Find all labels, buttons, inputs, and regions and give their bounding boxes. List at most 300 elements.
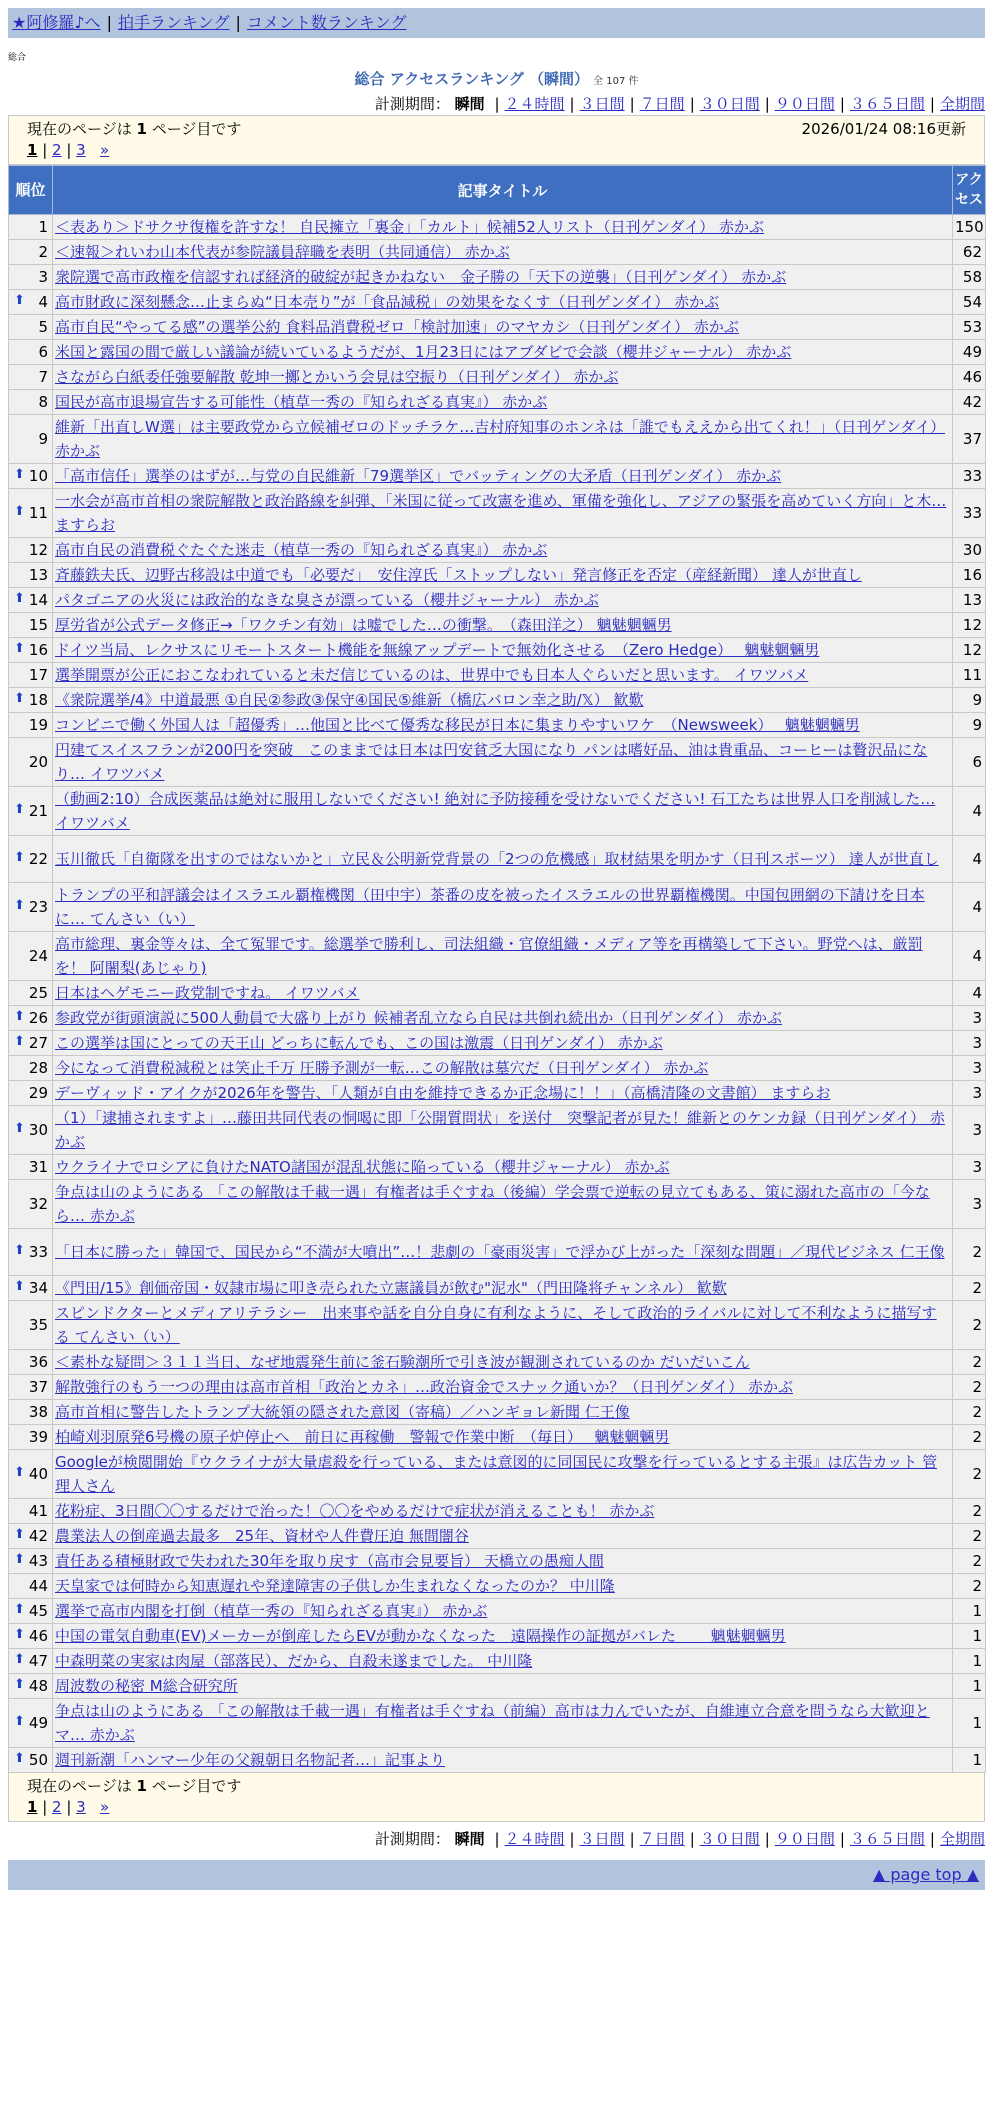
article-link[interactable]: 国民が高市退場宣告する可能性（植草一秀の『知られざる真実』） 赤かぶ: [55, 393, 548, 411]
article-link[interactable]: ＜素朴な疑問＞３１１当日、なぜ地震発生前に釜石験潮所で引き波が観測されているのか だいだいこん: [55, 1353, 750, 1371]
title-cell: [53, 688, 953, 713]
period-separator: |: [764, 95, 770, 113]
title-cell: [53, 981, 953, 1006]
access-count: 16: [953, 563, 986, 588]
rank-number: 25: [28, 984, 48, 1002]
article-link[interactable]: 円建てスイスフランが200円を突破 このままでは日本は円安貧乏大国になり パンは嗜好品、油は貴重品、コーヒーは贅沢品になり… イワツバメ: [55, 741, 928, 783]
rank-number: 26: [28, 1009, 48, 1027]
access-count: 2: [953, 1450, 986, 1499]
access-count: 2: [953, 1574, 986, 1599]
rank-cell: [9, 836, 53, 883]
table-row: [9, 1056, 986, 1081]
title-cell: [53, 588, 953, 613]
title-cell: [53, 1450, 953, 1499]
access-count: 1: [953, 1699, 986, 1748]
up-arrow-icon: ⬆: [14, 1034, 25, 1049]
rank-number: 39: [28, 1428, 48, 1446]
article-link[interactable]: 高市自民“やってる感”の選挙公約 食料品消費税ゼロ「検討加速」のマヤカシ（日刊ゲンダイ） 赤かぶ: [55, 318, 739, 336]
article-link[interactable]: 《衆院選挙/4》中道最悪 ①自民②参政③保守④国民⑤維新（橋広バロン幸之助/𝕏） 歓歎: [55, 691, 644, 709]
up-arrow-icon: ⬆: [14, 850, 25, 865]
period-current: 瞬間: [454, 95, 485, 113]
clap-ranking-link[interactable]: 拍手ランキング: [117, 13, 230, 32]
table-row: [9, 240, 986, 265]
page-links: 1 | 2 | 3 »: [27, 141, 110, 159]
article-link[interactable]: 選挙で高市内閣を打倒（植草一秀の『知られざる真実』） 赤かぶ: [55, 1602, 488, 1620]
article-link[interactable]: 高市自民の消費税ぐたぐた迷走（植草一秀の『知られざる真実』） 赤かぶ: [55, 541, 548, 559]
page: [8, 8, 985, 1890]
up-arrow-icon: ⬆: [14, 1465, 25, 1480]
article-link[interactable]: 中国の電気自動車(EV)メーカーが倒産したらEVが動かなくなった 遠隔操作の証拠がバレた 魑魅魍魎男: [55, 1627, 786, 1645]
access-count: 3: [953, 1155, 986, 1180]
rank-cell: [9, 1699, 53, 1748]
article-link[interactable]: 高市総理、裏金等々は、全て冤罪です。総選挙で勝利し、司法組織・官僚組織・メディア等を再構築して下さい。野党へは、厳罰を！ 阿闍梨(あじゃり): [55, 935, 923, 977]
period-link-5[interactable]: ９０日間: [774, 95, 835, 113]
rank-cell: [9, 1276, 53, 1301]
rank-cell: [9, 340, 53, 365]
period-selector-bottom: [8, 1828, 985, 1848]
access-count: 13: [953, 588, 986, 613]
up-arrow-icon: ⬆: [14, 1527, 25, 1542]
table-row: [9, 538, 986, 563]
rank-cell: [9, 1180, 53, 1229]
title-cell: [53, 1524, 953, 1549]
page-link-3-bottom[interactable]: 3: [76, 1798, 86, 1816]
up-arrow-icon: ⬆: [14, 691, 25, 706]
period-link-1[interactable]: ２４時間: [504, 95, 565, 113]
title-cell: [53, 1499, 953, 1524]
access-count: 2: [953, 1301, 986, 1350]
access-count: 3: [953, 1106, 986, 1155]
title-cell: [53, 1276, 953, 1301]
up-arrow-icon: ⬆: [14, 898, 25, 913]
page-top-link[interactable]: ▲ page top ▲: [872, 1865, 979, 1884]
title-cell: [53, 883, 953, 932]
title-cell: [53, 932, 953, 981]
article-link[interactable]: ドイツ当局、レクサスにリモートスタート機能を無線アップデートで無効化させる （Zero Hedge） 魑魅魍魎男: [55, 641, 820, 659]
title-cell: [53, 1674, 953, 1699]
table-row: [9, 738, 986, 787]
table-row: [9, 787, 986, 836]
article-link[interactable]: 天皇家では何時から知恵遅れや発達障害の子供しか生まれなくなったのか？ 中川隆: [55, 1577, 615, 1595]
rank-number: 29: [28, 1084, 48, 1102]
period-separator: |: [569, 95, 575, 113]
rank-cell: [9, 638, 53, 663]
article-link[interactable]: 花粉症、3日間〇〇するだけで治った！〇〇をやめるだけで症状が消えることも！ 赤かぶ: [55, 1502, 655, 1520]
article-link[interactable]: 週刊新潮「ハンマー少年の父親朝日名物記者…」記事より: [55, 1751, 446, 1769]
title-cell: [53, 1574, 953, 1599]
period-link-4-bottom[interactable]: ３０日間: [699, 1830, 760, 1848]
title-cell: [53, 365, 953, 390]
rank-number: 22: [28, 850, 48, 868]
rank-number: 2: [38, 243, 48, 261]
period-current-bottom: 瞬間: [454, 1830, 485, 1848]
access-count: 9: [953, 713, 986, 738]
article-link[interactable]: （動画2:10）合成医薬品は絶対に服用しないでください! 絶対に予防接種を受けないでください! 石工たちは世界人口を削減した… イワツバメ: [55, 790, 936, 832]
table-row: [9, 489, 986, 538]
article-link[interactable]: コンビニで働く外国人は「超優秀」…他国と比べて優秀な移民が日本に集まりやすいワケ （Newsweek） 魑魅魍魎男: [55, 716, 860, 734]
title-cell: [53, 265, 953, 290]
access-count: 2: [953, 1400, 986, 1425]
page-current-bottom: 1: [27, 1798, 38, 1816]
table-row: [9, 1301, 986, 1350]
access-count: 150: [953, 215, 986, 240]
table-row: [9, 265, 986, 290]
access-count: 2: [953, 1276, 986, 1301]
table-row: [9, 638, 986, 663]
access-count: 4: [953, 981, 986, 1006]
table-row: [9, 1499, 986, 1524]
table-row: [9, 1155, 986, 1180]
table-row: [9, 1006, 986, 1031]
rank-cell: [9, 1425, 53, 1450]
article-link[interactable]: 米国と露国の間で厳しい議論が続いているようだが、1月23日にはアブダビで会談（櫻井ジャーナル） 赤かぶ: [55, 343, 792, 361]
table-row: [9, 1574, 986, 1599]
article-link[interactable]: スピンドクターとメディアリテラシー 出来事や話を自分自身に有利なように、そして政治的ライバルに対して不利なように描写する てんさい（い）: [55, 1304, 937, 1346]
rank-number: 20: [28, 753, 48, 771]
access-count: 4: [953, 787, 986, 836]
rank-number: 27: [28, 1034, 48, 1052]
article-link[interactable]: 農業法人の倒産過去最多 25年、資材や人件費圧迫 無間闇谷: [55, 1527, 469, 1545]
article-link[interactable]: ＜表あり＞ドサクサ復権を許すな！ 自民擁立「裏金」「カルト」候補52人リスト（日刊ゲンダイ） 赤かぶ: [55, 218, 765, 236]
table-row: [9, 1106, 986, 1155]
access-count: 1: [953, 1748, 986, 1773]
period-link-6[interactable]: ３６５日間: [849, 95, 925, 113]
table-row: [9, 315, 986, 340]
up-arrow-icon: ⬆: [14, 1652, 25, 1667]
title-cell: [53, 563, 953, 588]
rank-number: 1: [38, 218, 48, 236]
rank-number: 11: [28, 504, 48, 522]
access-count: 12: [953, 613, 986, 638]
period-link-1-bottom[interactable]: ２４時間: [504, 1830, 565, 1848]
period-link-2[interactable]: ３日間: [579, 95, 625, 113]
title-cell: [53, 713, 953, 738]
up-arrow-icon: ⬆: [14, 1627, 25, 1642]
rank-number: 50: [28, 1751, 48, 1769]
rank-cell: [9, 613, 53, 638]
period-separator: |: [569, 1830, 575, 1848]
access-count: 30: [953, 538, 986, 563]
article-link[interactable]: 高市財政に深刻懸念…止まらぬ“日本売り”が「食品減税」の効果をなくす（日刊ゲンダイ） 赤かぶ: [55, 293, 720, 311]
access-count: 6: [953, 738, 986, 787]
access-count: 33: [953, 489, 986, 538]
title-cell: [53, 464, 953, 489]
article-link[interactable]: ＜速報＞れいわ山本代表が参院議員辞職を表明（共同通信） 赤かぶ: [55, 243, 510, 261]
article-link[interactable]: （1）「逮捕されますよ」…藤田共同代表の恫喝に即「公開質問状」を送付 突撃記者が見た！維新とのケンカ録（日刊ゲンダイ） 赤かぶ: [55, 1109, 945, 1151]
rank-cell: [9, 1006, 53, 1031]
title-cell: [53, 340, 953, 365]
article-link[interactable]: 周波数の秘密 M総合研究所: [55, 1677, 238, 1695]
period-link-7-bottom[interactable]: 全期間: [939, 1830, 985, 1848]
rank-number: 9: [38, 430, 48, 448]
updated-time: 2026/01/24 08:16更新: [801, 120, 966, 138]
article-link[interactable]: さながら白紙委任強要解散 乾坤一擲とかいう会見は空振り（日刊ゲンダイ） 赤かぶ: [55, 368, 619, 386]
title-cell: [53, 1106, 953, 1155]
article-link[interactable]: 厚労省が公式データ修正→「ワクチン有効」は嘘でした…の衝撃。 （森田洋之） 魑魅魍魎男: [55, 616, 672, 634]
rank-number: 17: [28, 666, 48, 684]
title-cell: [53, 1350, 953, 1375]
period-separator: |: [929, 1830, 935, 1848]
rank-cell: [9, 1155, 53, 1180]
period-separator: |: [839, 95, 845, 113]
rank-cell: [9, 464, 53, 489]
article-link[interactable]: 玉川徹氏「自衛隊を出すのではないかと」立民＆公明新党背景の「2つの危機感」取材結果を明かす（日刊スポーツ） 達人が世直し: [55, 850, 939, 868]
article-link[interactable]: 選挙開票が公正におこなわれていると未だ信じているのは、世界中でも日本人ぐらいだと思います。 イワツバメ: [55, 666, 809, 684]
rank-number: 37: [28, 1378, 48, 1396]
rank-number: 13: [28, 566, 48, 584]
table-row: [9, 1031, 986, 1056]
period-separator: |: [494, 1830, 500, 1848]
page-next-link[interactable]: »: [100, 141, 110, 159]
up-arrow-icon: ⬆: [14, 1279, 25, 1294]
rank-cell: [9, 713, 53, 738]
article-link[interactable]: Googleが検閲開始『ウクライナが大量虐殺を行っている、または意図的に同国民に攻撃を行っているとする主張』は広告カット 管理人さん: [55, 1453, 938, 1495]
table-row: [9, 1180, 986, 1229]
article-link[interactable]: 中森明菜の実家は肉屋（部落民）、だから、自殺未遂までした。 中川隆: [55, 1652, 533, 1670]
title-cell: [53, 613, 953, 638]
table-row: [9, 464, 986, 489]
article-link[interactable]: 「日本に勝った」韓国で、国民から“不満が大噴出”…！悲劇の「豪雨災害」で浮かび上がった「深刻な問題」／現代ビジネス 仁王像: [55, 1243, 945, 1261]
comment-ranking-link[interactable]: コメント数ランキング: [246, 13, 407, 32]
rank-cell: [9, 1450, 53, 1499]
access-count: 46: [953, 365, 986, 390]
table-row: [9, 415, 986, 464]
title-cell: [53, 1699, 953, 1748]
title-cell: [53, 638, 953, 663]
article-link[interactable]: 《門田/15》創価帝国・奴隷市場に叩き売られた立憲議員が飲む"泥水"（門田隆将チャンネル） 歓歎: [55, 1279, 727, 1297]
access-count: 49: [953, 340, 986, 365]
rank-cell: [9, 1748, 53, 1773]
table-row: [9, 1450, 986, 1499]
period-selector: [8, 93, 985, 113]
period-separator: |: [929, 95, 935, 113]
rank-number: 24: [28, 947, 48, 965]
access-count: 1: [953, 1599, 986, 1624]
rank-number: 3: [38, 268, 48, 286]
rank-number: 6: [38, 343, 48, 361]
pager-top: [8, 115, 985, 165]
rank-cell: [9, 1375, 53, 1400]
up-arrow-icon: ⬆: [14, 641, 25, 656]
rank-number: 49: [28, 1714, 48, 1732]
up-arrow-icon: ⬆: [14, 467, 25, 482]
period-link-5-bottom[interactable]: ９０日間: [774, 1830, 835, 1848]
rank-cell: [9, 1674, 53, 1699]
page-link-2-bottom[interactable]: 2: [52, 1798, 62, 1816]
up-arrow-icon: ⬆: [14, 1121, 25, 1136]
up-arrow-icon: ⬆: [14, 293, 25, 308]
rank-number: 8: [38, 393, 48, 411]
up-arrow-icon: ⬆: [14, 1714, 25, 1729]
access-count: 4: [953, 836, 986, 883]
access-count: 3: [953, 1081, 986, 1106]
access-count: 3: [953, 1180, 986, 1229]
up-arrow-icon: ⬆: [14, 1552, 25, 1567]
page-links-bottom: 1 | 2 | 3 »: [27, 1798, 110, 1816]
title-cell: [53, 1425, 953, 1450]
rank-cell: [9, 883, 53, 932]
page-next-link-bottom[interactable]: »: [100, 1798, 110, 1816]
period-separator: |: [629, 95, 635, 113]
title-cell: [53, 738, 953, 787]
title-cell: [53, 215, 953, 240]
rank-number: 46: [28, 1627, 48, 1645]
rank-cell: [9, 1624, 53, 1649]
rank-number: 41: [28, 1502, 48, 1520]
rank-number: 23: [28, 898, 48, 916]
title-cell: [53, 663, 953, 688]
article-link[interactable]: 参政党が街頭演説に500人動員で大盛り上がり 候補者乱立なら自民は共倒れ続出か（日刊ゲンダイ） 赤かぶ: [55, 1009, 782, 1027]
period-separator: |: [629, 1830, 635, 1848]
access-count: 2: [953, 1350, 986, 1375]
table-row: [9, 1081, 986, 1106]
period-separator: |: [494, 95, 500, 113]
rank-number: 7: [38, 368, 48, 386]
access-count: 2: [953, 1524, 986, 1549]
rank-cell: [9, 1549, 53, 1574]
page-title: [8, 68, 985, 89]
rank-cell: [9, 738, 53, 787]
rank-number: 28: [28, 1059, 48, 1077]
rank-cell: [9, 688, 53, 713]
page-link-3[interactable]: 3: [76, 141, 86, 159]
rank-cell: [9, 1574, 53, 1599]
article-link[interactable]: 維新「出直しW選」は主要政党から立候補ゼロのドッチラケ…吉村府知事のホンネは「誰でもええから出てくれ！」（日刊ゲンダイ） 赤かぶ: [55, 418, 946, 460]
rank-cell: [9, 787, 53, 836]
page-link-2[interactable]: 2: [52, 141, 62, 159]
table-row: [9, 613, 986, 638]
period-link-3[interactable]: ７日間: [639, 95, 685, 113]
article-link[interactable]: 日本はヘゲモニー政党制ですね。 イワツバメ: [55, 984, 360, 1002]
rank-number: 30: [28, 1121, 48, 1139]
rank-number: 42: [28, 1527, 48, 1545]
article-link[interactable]: この選挙は国にとっての天王山 どっちに転んでも、この国は激震（日刊ゲンダイ） 赤かぶ: [55, 1034, 663, 1052]
article-link[interactable]: 責任ある積極財政で失われた30年を取り戻す（高市会見要旨） 天橋立の愚痴人間: [55, 1552, 604, 1570]
article-link[interactable]: デーヴィッド・アイクが2026年を警告、「人類が自由を維持できるか正念場に！！」（高橋清隆の文書館） ますらお: [55, 1084, 831, 1102]
rank-cell: [9, 932, 53, 981]
access-count: 62: [953, 240, 986, 265]
title-cell: [53, 787, 953, 836]
table-row: [9, 883, 986, 932]
title-cell: [53, 315, 953, 340]
header-title: 記事タイトル: [53, 166, 953, 215]
page-current: 1: [27, 141, 38, 159]
table-row: [9, 1699, 986, 1748]
article-link[interactable]: パタゴニアの火災には政治的なきな臭さが漂っている（櫻井ジャーナル） 赤かぶ: [55, 591, 599, 609]
ranking-title: 総合 アクセスランキング （瞬間）: [354, 70, 590, 88]
table-row: [9, 1624, 986, 1649]
access-count: 2: [953, 1425, 986, 1450]
period-link-7[interactable]: 全期間: [939, 95, 985, 113]
footer-bar: [8, 1860, 985, 1890]
access-count: 2: [953, 1229, 986, 1276]
table-row: [9, 1350, 986, 1375]
rank-cell: [9, 1056, 53, 1081]
article-link[interactable]: 一水会が高市首相の衆院解散と政治路線を糾弾、「米国に従って改憲を進め、軍備を強化し、アジアの緊張を高めていく方向」と木… ますらお: [55, 492, 947, 534]
rank-number: 4: [38, 293, 48, 311]
rank-cell: [9, 663, 53, 688]
rank-number: 35: [28, 1316, 48, 1334]
title-cell: [53, 489, 953, 538]
current-page-text-bottom: 現在のページは 1 ページ目です: [27, 1777, 242, 1795]
period-link-4[interactable]: ３０日間: [699, 95, 760, 113]
table-row: [9, 1400, 986, 1425]
access-count: 1: [953, 1649, 986, 1674]
title-cell: [53, 290, 953, 315]
article-link[interactable]: 今になって消費税減税とは笑止千万 圧勝予測が一転…この解散は墓穴だ（日刊ゲンダイ） 赤かぶ: [55, 1059, 709, 1077]
article-link[interactable]: ウクライナでロシアに負けたNATO諸国が混乱状態に陥っている（櫻井ジャーナル） 赤かぶ: [55, 1158, 670, 1176]
article-link[interactable]: 高市首相に警告したトランプ大統領の隠された意図（寄稿）／ハンギョレ新聞 仁王像: [55, 1403, 630, 1421]
access-count: 53: [953, 315, 986, 340]
period-link-3-bottom[interactable]: ７日間: [639, 1830, 685, 1848]
title-cell: [53, 1599, 953, 1624]
table-row: [9, 390, 986, 415]
rank-number: 38: [28, 1403, 48, 1421]
table-row: [9, 1549, 986, 1574]
table-row: [9, 981, 986, 1006]
article-link[interactable]: 解散強行のもう一つの理由は高市首相「政治とカネ」…政治資金でスナック通いか？（日刊ゲンダイ） 赤かぶ: [55, 1378, 793, 1396]
rank-number: 16: [28, 641, 48, 659]
title-cell: [53, 1155, 953, 1180]
rank-number: 48: [28, 1677, 48, 1695]
article-link[interactable]: 衆院選で高市政権を信認すれば経済的破綻が起きかねない 金子勝の「天下の逆襲」（日刊ゲンダイ） 赤かぶ: [55, 268, 787, 286]
article-link[interactable]: 争点は山のようにある 「この解散は千載一遇」有権者は手ぐすね（前編）高市は力んでいたが、自維連立合意を問うなら大歓迎とマ… 赤かぶ: [55, 1702, 930, 1744]
table-row: [9, 713, 986, 738]
rank-number: 32: [28, 1195, 48, 1213]
rank-cell: [9, 1031, 53, 1056]
article-link[interactable]: トランプの平和評議会はイスラエル覇権機関（田中宇）茶番の皮を被ったイスラエルの世界覇権機関。中国包囲網の下請けを日本に… てんさい（い）: [55, 886, 925, 928]
rank-number: 19: [28, 716, 48, 734]
title-cell: [53, 1180, 953, 1229]
rank-number: 12: [28, 541, 48, 559]
period-label-bottom: 計測期間：: [374, 1830, 450, 1848]
rank-number: 44: [28, 1577, 48, 1595]
access-count: 3: [953, 1006, 986, 1031]
home-link[interactable]: ★阿修羅♪へ: [12, 13, 101, 32]
article-link[interactable]: 柏崎刈羽原発6号機の原子炉停止へ 前日に再稼働 警報で作業中断 （毎日） 魑魅魍魎男: [55, 1428, 670, 1446]
period-label: 計測期間：: [374, 95, 450, 113]
title-cell: [53, 1400, 953, 1425]
period-link-6-bottom[interactable]: ３６５日間: [849, 1830, 925, 1848]
up-arrow-icon: ⬆: [14, 1602, 25, 1617]
title-cell: [53, 1056, 953, 1081]
period-link-2-bottom[interactable]: ３日間: [579, 1830, 625, 1848]
access-count: 9: [953, 688, 986, 713]
title-cell: [53, 1649, 953, 1674]
table-row: [9, 1229, 986, 1276]
header-count: アクセス: [953, 166, 986, 215]
table-row: [9, 1276, 986, 1301]
access-count: 3: [953, 1056, 986, 1081]
rank-cell: [9, 1106, 53, 1155]
article-link[interactable]: 「高市信任」選挙のはずが…与党の自民維新「79選挙区」でバッティングの大矛盾（日刊ゲンダイ） 赤かぶ: [55, 467, 782, 485]
rank-cell: [9, 1081, 53, 1106]
table-row: [9, 836, 986, 883]
rank-cell: [9, 981, 53, 1006]
title-cell: [53, 1229, 953, 1276]
title-cell: [53, 415, 953, 464]
rank-number: 47: [28, 1652, 48, 1670]
access-count: 4: [953, 883, 986, 932]
rank-cell: [9, 415, 53, 464]
up-arrow-icon: ⬆: [14, 1243, 25, 1258]
title-cell: [53, 390, 953, 415]
article-link[interactable]: 争点は山のようにある 「この解散は千載一遇」有権者は手ぐすね（後編）学会票で逆転の見立てもある、策に溺れた高市の「今なら… 赤かぶ: [55, 1183, 930, 1225]
article-link[interactable]: 斉藤鉄夫氏、辺野古移設は中道でも「必要だ」 安住淳氏「ストップしない」発言修正を否定（産経新聞） 達人が世直し: [55, 566, 862, 584]
table-row: [9, 290, 986, 315]
rank-number: 15: [28, 616, 48, 634]
rank-cell: [9, 365, 53, 390]
